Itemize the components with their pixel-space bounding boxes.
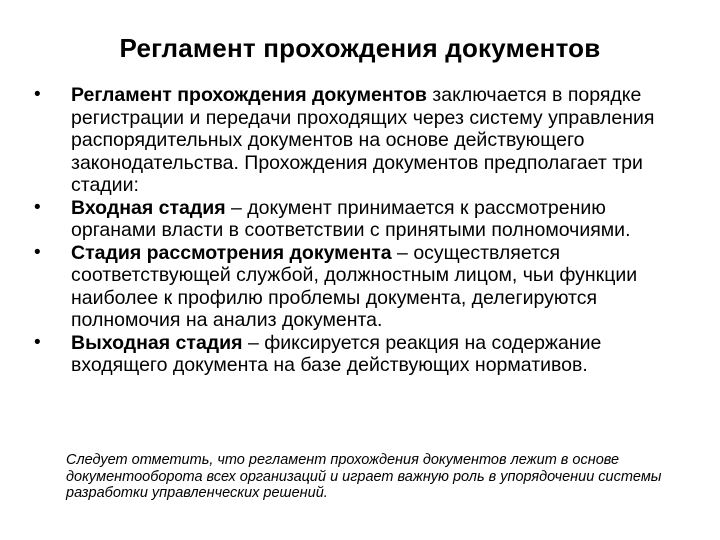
- bullet-text: – осуществляется соответствующей службой, должностным лицом, чьи функции наиболее к профилю проблемы документа, делегируются полномочия на анализ документа.: [71, 241, 638, 331]
- bullet-item: [34, 197, 694, 242]
- bullet-lead: Входная стадия: [71, 196, 226, 219]
- bullet-dot-icon: •: [34, 241, 41, 263]
- bullet-item: [34, 242, 694, 332]
- bullet-dot-icon: •: [34, 196, 41, 218]
- bullet-text: – фиксируется реакция на содержание входящего документа на базе действующих нормативов.: [71, 331, 602, 376]
- bullet-lead: Выходная стадия: [71, 331, 243, 354]
- bullet-item: [34, 332, 694, 377]
- bullet-lead: Регламент прохождения документов: [71, 84, 427, 106]
- bullet-dot-icon: •: [34, 84, 41, 105]
- footnote: Следует отметить, что регламент прохождения документов лежит в основе документооборота всех организаций и играет важную роль в упорядочении системы разработки управленческих решений.: [66, 452, 662, 501]
- bullet-lead: Стадия рассмотрения документа: [71, 241, 392, 264]
- bullet-text: – документ принимается к рассмотрению органами власти в соответствии с принятыми полномочиями.: [71, 196, 631, 241]
- bullet-item: [34, 84, 694, 197]
- bullet-list: [34, 84, 694, 377]
- bullet-dot-icon: •: [34, 331, 41, 353]
- bullet-text: заключается в порядке регистрации и передачи проходящих через систему управления распорядительных документов на основе действующего законодательства. Прохождения документов предполагает три стадии:: [71, 84, 655, 196]
- slide-title: Регламент прохождения документов: [119, 33, 601, 63]
